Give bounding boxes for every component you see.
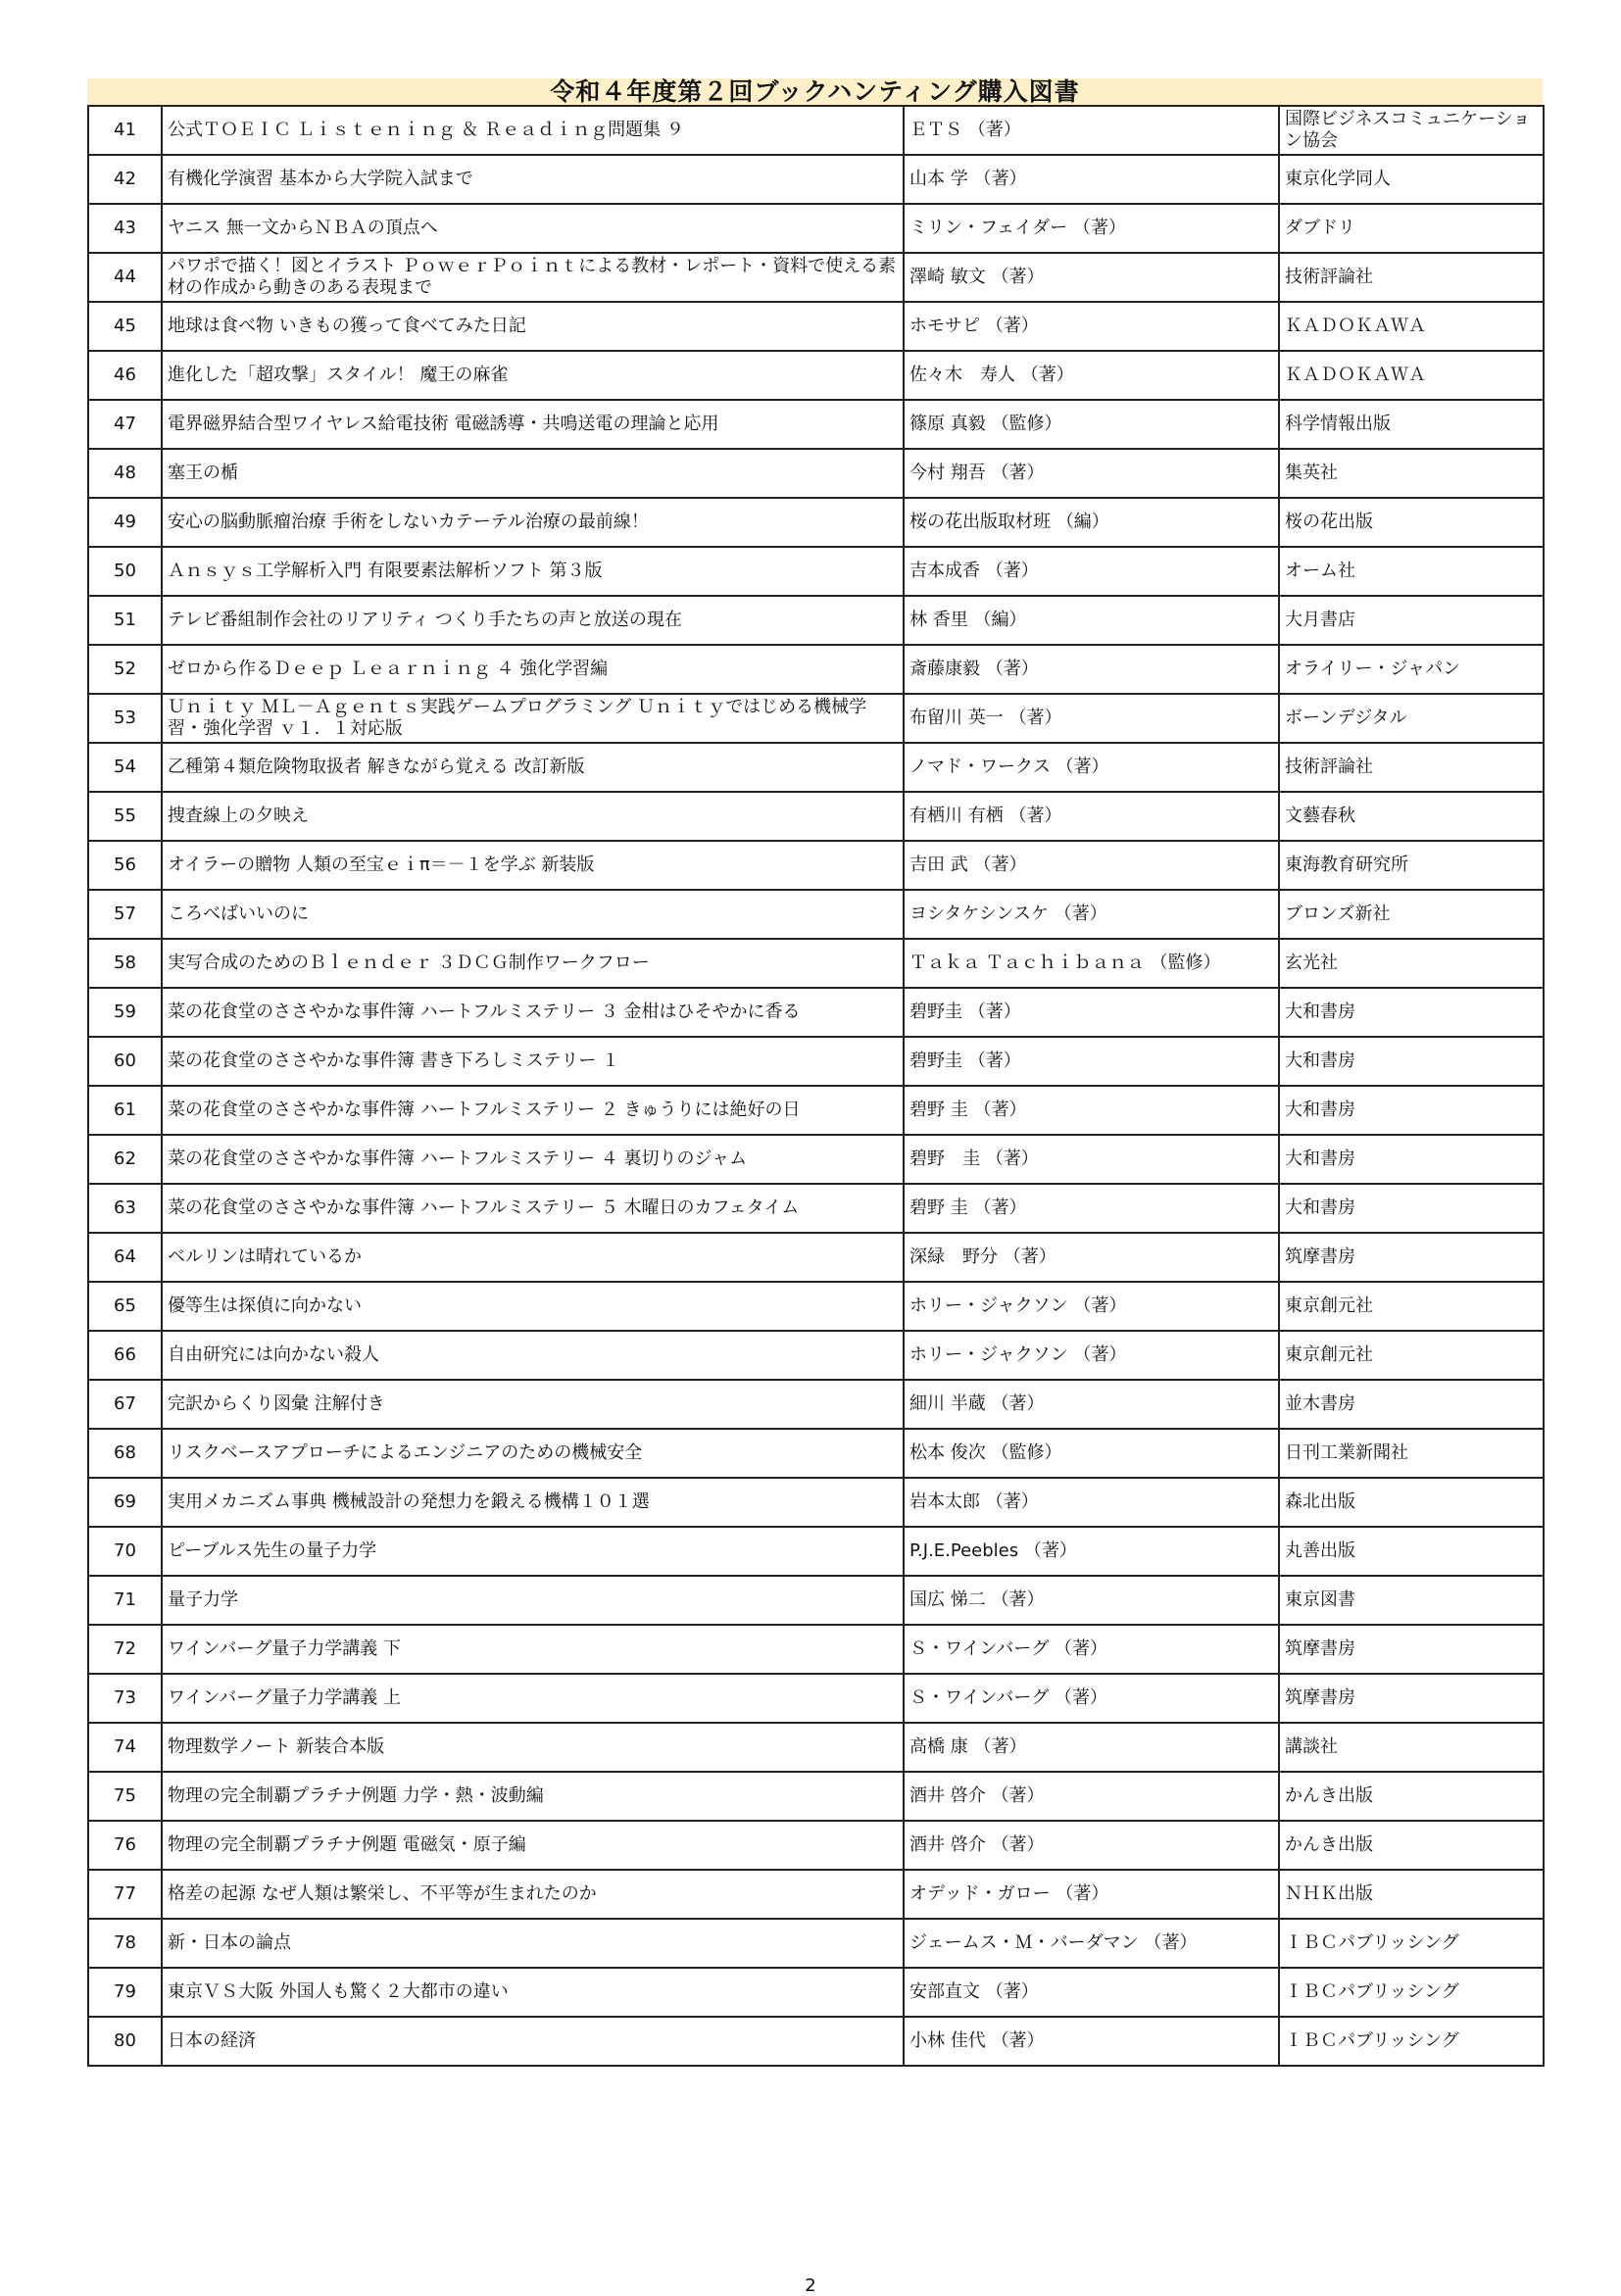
cell-title: 格差の起源 なぜ人類は繁栄し、不平等が生まれたのか	[162, 1870, 904, 1919]
cell-number: 41	[88, 106, 162, 155]
cell-title: ワインバーグ量子力学講義 下	[162, 1625, 904, 1674]
cell-number: 72	[88, 1625, 162, 1674]
cell-title: ワインバーグ量子力学講義 上	[162, 1674, 904, 1723]
table-row	[88, 253, 1544, 302]
page-number: 2	[805, 2275, 816, 2296]
table-row	[88, 1772, 1544, 1821]
cell-number: 47	[88, 400, 162, 449]
cell-author: ホリー・ジャクソン （著）	[904, 1331, 1279, 1380]
cell-publisher: 技術評論社	[1279, 253, 1544, 302]
cell-title: テレビ番組制作会社のリアリティ つくり手たちの声と放送の現在	[162, 596, 904, 645]
cell-number: 43	[88, 204, 162, 253]
cell-author: Ｔａｋａ Ｔａｃｈｉｂａｎａ （監修）	[904, 939, 1279, 988]
cell-publisher: 国際ビジネスコミュニケーション協会	[1279, 106, 1544, 155]
cell-author: 安部直文 （著）	[904, 1968, 1279, 2017]
cell-publisher: ＩＢＣパブリッシング	[1279, 2017, 1544, 2066]
cell-title: ころべばいいのに	[162, 890, 904, 939]
cell-title: 量子力学	[162, 1576, 904, 1625]
table-row	[88, 1086, 1544, 1135]
cell-number: 63	[88, 1184, 162, 1233]
cell-author: ホモサピ （著）	[904, 302, 1279, 351]
cell-title: 菜の花食堂のささやかな事件簿 ハートフルミステリー ２ きゅうりには絶好の日	[162, 1086, 904, 1135]
cell-publisher: かんき出版	[1279, 1772, 1544, 1821]
table-row	[88, 1723, 1544, 1772]
table-row	[88, 1380, 1544, 1429]
cell-title: 安心の脳動脈瘤治療 手術をしないカテーテル治療の最前線！	[162, 498, 904, 547]
cell-number: 79	[88, 1968, 162, 2017]
cell-title: 塞王の楯	[162, 449, 904, 498]
cell-author: 林 香里 （編）	[904, 596, 1279, 645]
cell-publisher: 大和書房	[1279, 1184, 1544, 1233]
table-row	[88, 645, 1544, 694]
cell-publisher: 大和書房	[1279, 1037, 1544, 1086]
table-row	[88, 890, 1544, 939]
cell-publisher: 技術評論社	[1279, 743, 1544, 792]
cell-title: ヤニス 無一文からＮＢＡの頂点へ	[162, 204, 904, 253]
cell-publisher: ＫＡＤＯＫＡＷＡ	[1279, 351, 1544, 400]
cell-author: 斎藤康毅 （著）	[904, 645, 1279, 694]
cell-author: 吉田 武 （著）	[904, 841, 1279, 890]
table-row	[88, 1870, 1544, 1919]
table-row	[88, 1233, 1544, 1282]
cell-title: 菜の花食堂のささやかな事件簿 書き下ろしミステリー １	[162, 1037, 904, 1086]
cell-publisher: 大和書房	[1279, 1086, 1544, 1135]
cell-author: ヨシタケシンスケ （著）	[904, 890, 1279, 939]
cell-title: ベルリンは晴れているか	[162, 1233, 904, 1282]
cell-number: 50	[88, 547, 162, 596]
cell-author: 篠原 真毅 （監修）	[904, 400, 1279, 449]
cell-publisher: 東海教育研究所	[1279, 841, 1544, 890]
cell-author: P.J.E.Peebles （著）	[904, 1527, 1279, 1576]
cell-publisher: ＫＡＤＯＫＡＷＡ	[1279, 302, 1544, 351]
cell-number: 73	[88, 1674, 162, 1723]
table-row	[88, 792, 1544, 841]
cell-publisher: 大和書房	[1279, 1135, 1544, 1184]
cell-title: 捜査線上の夕映え	[162, 792, 904, 841]
cell-author: 深緑 野分 （著）	[904, 1233, 1279, 1282]
cell-title: 物理の完全制覇プラチナ例題 力学・熱・波動編	[162, 1772, 904, 1821]
cell-number: 78	[88, 1919, 162, 1968]
cell-title: リスクベースアプローチによるエンジニアのための機械安全	[162, 1429, 904, 1478]
cell-number: 70	[88, 1527, 162, 1576]
cell-number: 55	[88, 792, 162, 841]
table-row	[88, 988, 1544, 1037]
cell-author: 小林 佳代 （著）	[904, 2017, 1279, 2066]
table-row	[88, 596, 1544, 645]
table-row	[88, 498, 1544, 547]
cell-title: 有機化学演習 基本から大学院入試まで	[162, 155, 904, 204]
cell-author: 碧野圭 （著）	[904, 988, 1279, 1037]
cell-number: 54	[88, 743, 162, 792]
cell-author: Ｓ・ワインバーグ （著）	[904, 1674, 1279, 1723]
table-row	[88, 106, 1544, 155]
cell-title: 物理数学ノート 新装合本版	[162, 1723, 904, 1772]
cell-publisher: オライリー・ジャパン	[1279, 645, 1544, 694]
cell-number: 44	[88, 253, 162, 302]
cell-number: 62	[88, 1135, 162, 1184]
cell-number: 53	[88, 694, 162, 743]
cell-publisher: 日刊工業新聞社	[1279, 1429, 1544, 1478]
cell-title: ゼロから作るＤｅｅｐ Ｌｅａｒｎｉｎｇ ４ 強化学習編	[162, 645, 904, 694]
cell-number: 60	[88, 1037, 162, 1086]
cell-author: 岩本太郎 （著）	[904, 1478, 1279, 1527]
cell-author: 高橋 康 （著）	[904, 1723, 1279, 1772]
cell-number: 58	[88, 939, 162, 988]
cell-number: 74	[88, 1723, 162, 1772]
cell-publisher: 森北出版	[1279, 1478, 1544, 1527]
cell-publisher: 丸善出版	[1279, 1527, 1544, 1576]
cell-number: 61	[88, 1086, 162, 1135]
cell-number: 52	[88, 645, 162, 694]
cell-publisher: 東京化学同人	[1279, 155, 1544, 204]
table-row	[88, 1576, 1544, 1625]
table-row	[88, 400, 1544, 449]
table-row	[88, 841, 1544, 890]
table-row	[88, 1135, 1544, 1184]
table-row	[88, 2017, 1544, 2066]
cell-title: 実用メカニズム事典 機械設計の発想力を鍛える機構１０１選	[162, 1478, 904, 1527]
book-table-body	[88, 106, 1544, 2066]
cell-title: 物理の完全制覇プラチナ例題 電磁気・原子編	[162, 1821, 904, 1870]
cell-publisher: 大月書店	[1279, 596, 1544, 645]
cell-author: 国広 悌二 （著）	[904, 1576, 1279, 1625]
table-row	[88, 1037, 1544, 1086]
cell-publisher: ＩＢＣパブリッシング	[1279, 1968, 1544, 2017]
cell-author: ホリー・ジャクソン （著）	[904, 1282, 1279, 1331]
cell-author: 碧野 圭 （著）	[904, 1135, 1279, 1184]
cell-number: 80	[88, 2017, 162, 2066]
table-row	[88, 694, 1544, 743]
cell-number: 68	[88, 1429, 162, 1478]
cell-title: 日本の経済	[162, 2017, 904, 2066]
table-row	[88, 1625, 1544, 1674]
cell-publisher: 筑摩書房	[1279, 1625, 1544, 1674]
cell-title: 菜の花食堂のささやかな事件簿 ハートフルミステリー ３ 金柑はひそやかに香る	[162, 988, 904, 1037]
cell-publisher: 桜の花出版	[1279, 498, 1544, 547]
cell-publisher: 東京創元社	[1279, 1282, 1544, 1331]
cell-publisher: ＩＢＣパブリッシング	[1279, 1919, 1544, 1968]
cell-title: 進化した「超攻撃」スタイル！ 魔王の麻雀	[162, 351, 904, 400]
cell-publisher: ボーンデジタル	[1279, 694, 1544, 743]
cell-author: 酒井 啓介 （著）	[904, 1821, 1279, 1870]
table-row	[88, 547, 1544, 596]
table-row	[88, 1674, 1544, 1723]
cell-number: 59	[88, 988, 162, 1037]
cell-title: 乙種第４類危険物取扱者 解きながら覚える 改訂新版	[162, 743, 904, 792]
table-row	[88, 1919, 1544, 1968]
cell-author: 澤崎 敏文 （著）	[904, 253, 1279, 302]
cell-author: 酒井 啓介 （著）	[904, 1772, 1279, 1821]
cell-author: 今村 翔吾 （著）	[904, 449, 1279, 498]
cell-author: Ｓ・ワインバーグ （著）	[904, 1625, 1279, 1674]
cell-number: 64	[88, 1233, 162, 1282]
cell-publisher: 講談社	[1279, 1723, 1544, 1772]
cell-title: 公式ＴＯＥＩＣ Ｌｉｓｔｅｎｉｎｇ ＆ Ｒｅａｄｉｎｇ問題集 ９	[162, 106, 904, 155]
cell-number: 49	[88, 498, 162, 547]
cell-author: 佐々木 寿人 （著）	[904, 351, 1279, 400]
cell-number: 77	[88, 1870, 162, 1919]
cell-author: 吉本成香 （著）	[904, 547, 1279, 596]
cell-author: 松本 俊次 （監修）	[904, 1429, 1279, 1478]
cell-title: 実写合成のためのＢｌｅｎｄｅｒ ３ＤＣＧ制作ワークフロー	[162, 939, 904, 988]
cell-title: ピーブルス先生の量子力学	[162, 1527, 904, 1576]
cell-number: 45	[88, 302, 162, 351]
cell-author: ジェームス・Ｍ・バーダマン （著）	[904, 1919, 1279, 1968]
table-row	[88, 204, 1544, 253]
cell-title: 完訳からくり図彙 注解付き	[162, 1380, 904, 1429]
cell-number: 66	[88, 1331, 162, 1380]
table-row	[88, 1429, 1544, 1478]
cell-author: 桜の花出版取材班 （編）	[904, 498, 1279, 547]
cell-number: 71	[88, 1576, 162, 1625]
cell-number: 46	[88, 351, 162, 400]
cell-publisher: 大和書房	[1279, 988, 1544, 1037]
table-row	[88, 1331, 1544, 1380]
cell-publisher: ブロンズ新社	[1279, 890, 1544, 939]
document-title: 令和４年度第２回ブックハンティング購入図書	[87, 78, 1543, 105]
cell-number: 51	[88, 596, 162, 645]
cell-author: 有栖川 有栖 （著）	[904, 792, 1279, 841]
cell-publisher: 筑摩書房	[1279, 1233, 1544, 1282]
cell-number: 57	[88, 890, 162, 939]
cell-title: 菜の花食堂のささやかな事件簿 ハートフルミステリー ５ 木曜日のカフェタイム	[162, 1184, 904, 1233]
cell-title: 地球は食べ物 いきもの獲って食べてみた日記	[162, 302, 904, 351]
cell-author: ＥＴＳ （著）	[904, 106, 1279, 155]
cell-title: 電界磁界結合型ワイヤレス給電技術 電磁誘導・共鳴送電の理論と応用	[162, 400, 904, 449]
table-row	[88, 1821, 1544, 1870]
cell-title: Ｕｎｉｔｙ ＭＬ－Ａｇｅｎｔｓ実践ゲームプログラミング Ｕｎｉｔｙではじめる機械学習・強化学習 ｖ１．１対応版	[162, 694, 904, 743]
table-row	[88, 155, 1544, 204]
cell-publisher: 集英社	[1279, 449, 1544, 498]
cell-number: 56	[88, 841, 162, 890]
cell-publisher: かんき出版	[1279, 1821, 1544, 1870]
cell-number: 42	[88, 155, 162, 204]
cell-author: オデッド・ガロー （著）	[904, 1870, 1279, 1919]
table-row	[88, 1282, 1544, 1331]
cell-title: パワポで描く！図とイラスト ＰｏｗｅｒＰｏｉｎｔによる教材・レポート・資料で使える素材の作成から動きのある表現まで	[162, 253, 904, 302]
table-row	[88, 351, 1544, 400]
cell-publisher: 文藝春秋	[1279, 792, 1544, 841]
cell-publisher: ダブドリ	[1279, 204, 1544, 253]
cell-publisher: 科学情報出版	[1279, 400, 1544, 449]
book-table	[87, 105, 1545, 2067]
cell-author: 碧野 圭 （著）	[904, 1184, 1279, 1233]
cell-publisher: 東京創元社	[1279, 1331, 1544, 1380]
document-sheet	[87, 78, 1543, 2067]
cell-publisher: 筑摩書房	[1279, 1674, 1544, 1723]
cell-number: 69	[88, 1478, 162, 1527]
cell-author: ミリン・フェイダー （著）	[904, 204, 1279, 253]
cell-author: 細川 半蔵 （著）	[904, 1380, 1279, 1429]
cell-author: 碧野 圭 （著）	[904, 1086, 1279, 1135]
cell-number: 65	[88, 1282, 162, 1331]
table-row	[88, 939, 1544, 988]
cell-author: 碧野圭 （著）	[904, 1037, 1279, 1086]
cell-number: 76	[88, 1821, 162, 1870]
cell-title: 東京ＶＳ大阪 外国人も驚く２大都市の違い	[162, 1968, 904, 2017]
table-row	[88, 449, 1544, 498]
cell-publisher: 東京図書	[1279, 1576, 1544, 1625]
cell-title: オイラーの贈物 人類の至宝ｅｉπ＝－１を学ぶ 新装版	[162, 841, 904, 890]
table-row	[88, 1478, 1544, 1527]
cell-publisher: 並木書房	[1279, 1380, 1544, 1429]
cell-title: 菜の花食堂のささやかな事件簿 ハートフルミステリー ４ 裏切りのジャム	[162, 1135, 904, 1184]
cell-title: Ａｎｓｙｓ工学解析入門 有限要素法解析ソフト 第３版	[162, 547, 904, 596]
table-row	[88, 1527, 1544, 1576]
cell-number: 48	[88, 449, 162, 498]
table-row	[88, 743, 1544, 792]
cell-publisher: ＮＨＫ出版	[1279, 1870, 1544, 1919]
cell-number: 67	[88, 1380, 162, 1429]
cell-author: 山本 学 （著）	[904, 155, 1279, 204]
table-row	[88, 1184, 1544, 1233]
cell-title: 新・日本の論点	[162, 1919, 904, 1968]
table-row	[88, 1968, 1544, 2017]
cell-title: 優等生は探偵に向かない	[162, 1282, 904, 1331]
cell-title: 自由研究には向かない殺人	[162, 1331, 904, 1380]
table-row	[88, 302, 1544, 351]
cell-publisher: オーム社	[1279, 547, 1544, 596]
cell-author: ノマド・ワークス （著）	[904, 743, 1279, 792]
cell-author: 布留川 英一 （著）	[904, 694, 1279, 743]
cell-number: 75	[88, 1772, 162, 1821]
cell-publisher: 玄光社	[1279, 939, 1544, 988]
